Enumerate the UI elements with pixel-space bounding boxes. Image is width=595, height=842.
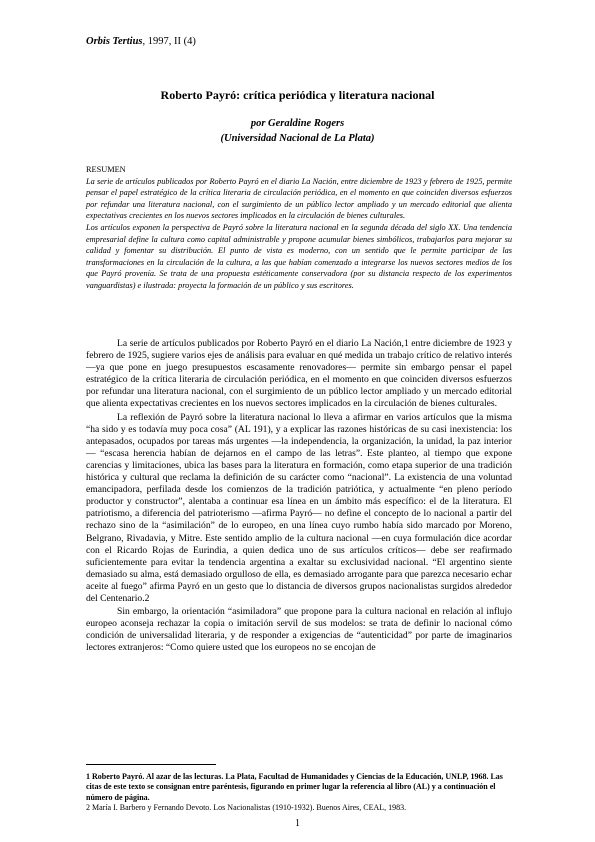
abstract: [86, 164, 512, 292]
journal-name: Orbis Tertius: [86, 36, 143, 47]
body-paragraph-2: La reflexión de Payró sobre la literatura nacional lo lleva a afirmar en varios artículos que la misma “ha sido y es todavía muy poca cosa” (AL 191), y a explicar las razones históricas de su casi inexistencia: los antepasados, ocupados por tareas más urgentes —la independencia, la organización, la unidad, la paz interior— “escasa herencia habían de dejarnos en el campo de las letras”. Este planteo, al tiempo que expone carencias y limitaciones, ubica las bases para la literatura en formación, como etapa superior de una tradición histórica y cultural que reclama la definición de su carácter como “nacional”. La existencia de una voluntad emancipadora, perfilada desde los comienzos de la tradición patriótica, y actualmente “en pleno período productor y constructor”, alentaba a continuar esa línea en un ámbito más específico: el de la literatura. El patriotismo, a diferencia del patrioterismo —afirma Payró— no define el concepto de lo nacional a partir del rechazo sino de la “asimilación” de lo europeo, en una línea cuyo rumbo había sido marcado por Moreno, Belgrano, Rivadavia, y Mitre. Este sentido amplio de la cultura nacional —en cuya formulación dice acordar con el Ricardo Rojas de Eurindia, a quien dedica uno de sus artículos críticos— debe ser reafirmado suficientemente para evitar la tendencia argentina a exaltar su exclusividad nacional. “El argentino siente demasiado su alma, está demasiado orgulloso de ella, es demasiado arrogante para que parezca necesario echar aceite al fuego” afirma Payró en un gesto que lo distancia de diversos grupos nacionalistas surgidos alrededor del Centenario.2: [86, 411, 512, 604]
footnote-2: 2 María I. Barbero y Fernando Devoto. Los Nacionalistas (1910-1932). Buenos Aires, CEAL, 1983.: [86, 802, 407, 812]
footnotes: [86, 772, 512, 813]
journal-issue: , 1997, II (4): [142, 36, 196, 47]
running-header: [86, 36, 196, 47]
page-number: 1: [295, 818, 300, 829]
abstract-paragraph-1: La serie de artículos publicados por Roberto Payró en el diario La Nación, entre diciembre de 1923 y febrero de 1925, permite pensar el papel estratégico de la crítica literaria de circulación periódica, en el momento en que coinciden diversos esfuerzos por refundar una literatura nacional, con el surgimiento de un público lector ampliado y un mercado editorial que alienta expectativas crecientes en los nuevos sectores implicados en la circulación de bienes culturales.: [86, 176, 512, 221]
body-text: [86, 338, 512, 654]
abstract-paragraph-2: Los artículos exponen la perspectiva de Payró sobre la literatura nacional en la segunda década del siglo XX. Una tendencia empresarial define la cultura como capital administrable y propone acumular bienes simbólicos, trabajarlos para mejorar su calidad y fomentar su distribución. El punto de vista es moderno, con un sentido que le permite participar de las transformaciones en la circulación de la cultura, a las que habían comenzado a integrarse los nuevos sectores medios de los que Payró provenía. Se trata de una propuesta estéticamente conservadora (por su distancia respecto de los experimentos vanguardistas) e ilustrada: proyecta la formación de un público y sus escritores.: [86, 222, 512, 290]
body-paragraph-1: La serie de artículos publicados por Roberto Payró en el diario La Nación,1 entre diciembre de 1923 y febrero de 1925, sugiere varios ejes de análisis para evaluar en qué medida un trabajo crítico de relativo interés —ya que pone en juego presupuestos escasamente renovadores— permite sin embargo pensar el papel estratégico de la crítica literaria de circulación periódica, en el momento en que coinciden diversos esfuerzos por refundar una literatura nacional, con el surgimiento de un público lector ampliado y un mercado editorial que alienta expectativas crecientes en los nuevos sectores implicados en la circulación de bienes culturales.: [86, 338, 512, 410]
author: por Geraldine Rogers: [250, 118, 345, 129]
affiliation: (Universidad Nacional de La Plata): [220, 133, 375, 144]
footnote-rule: [86, 764, 216, 765]
byline: [0, 116, 595, 146]
body-paragraph-3: Sin embargo, la orientación “asimiladora” que propone para la cultura nacional en relación al influjo europeo aconseja rechazar la copia o imitación servil de sus modelos: se trata de definir lo nacional cómo condición de universalidad literaria, y de responder a exigencias de “autenticidad” por parte de imaginarios lectores extranjeros: “Como quiere usted que los europeos no se encojan de: [86, 606, 512, 654]
paper-title: Roberto Payró: crítica periódica y literatura nacional: [160, 88, 435, 102]
footnote-1: 1 Roberto Payró. Al azar de las lecturas. La Plata, Facultad de Humanidades y Ciencias de la Educación, UNLP, 1968. Las citas de este texto se consignan entre paréntesis, figurando en primer lugar la referencia al libro (AL) y a continuación el número de página.: [86, 772, 503, 802]
abstract-heading: RESUMEN: [86, 165, 126, 174]
